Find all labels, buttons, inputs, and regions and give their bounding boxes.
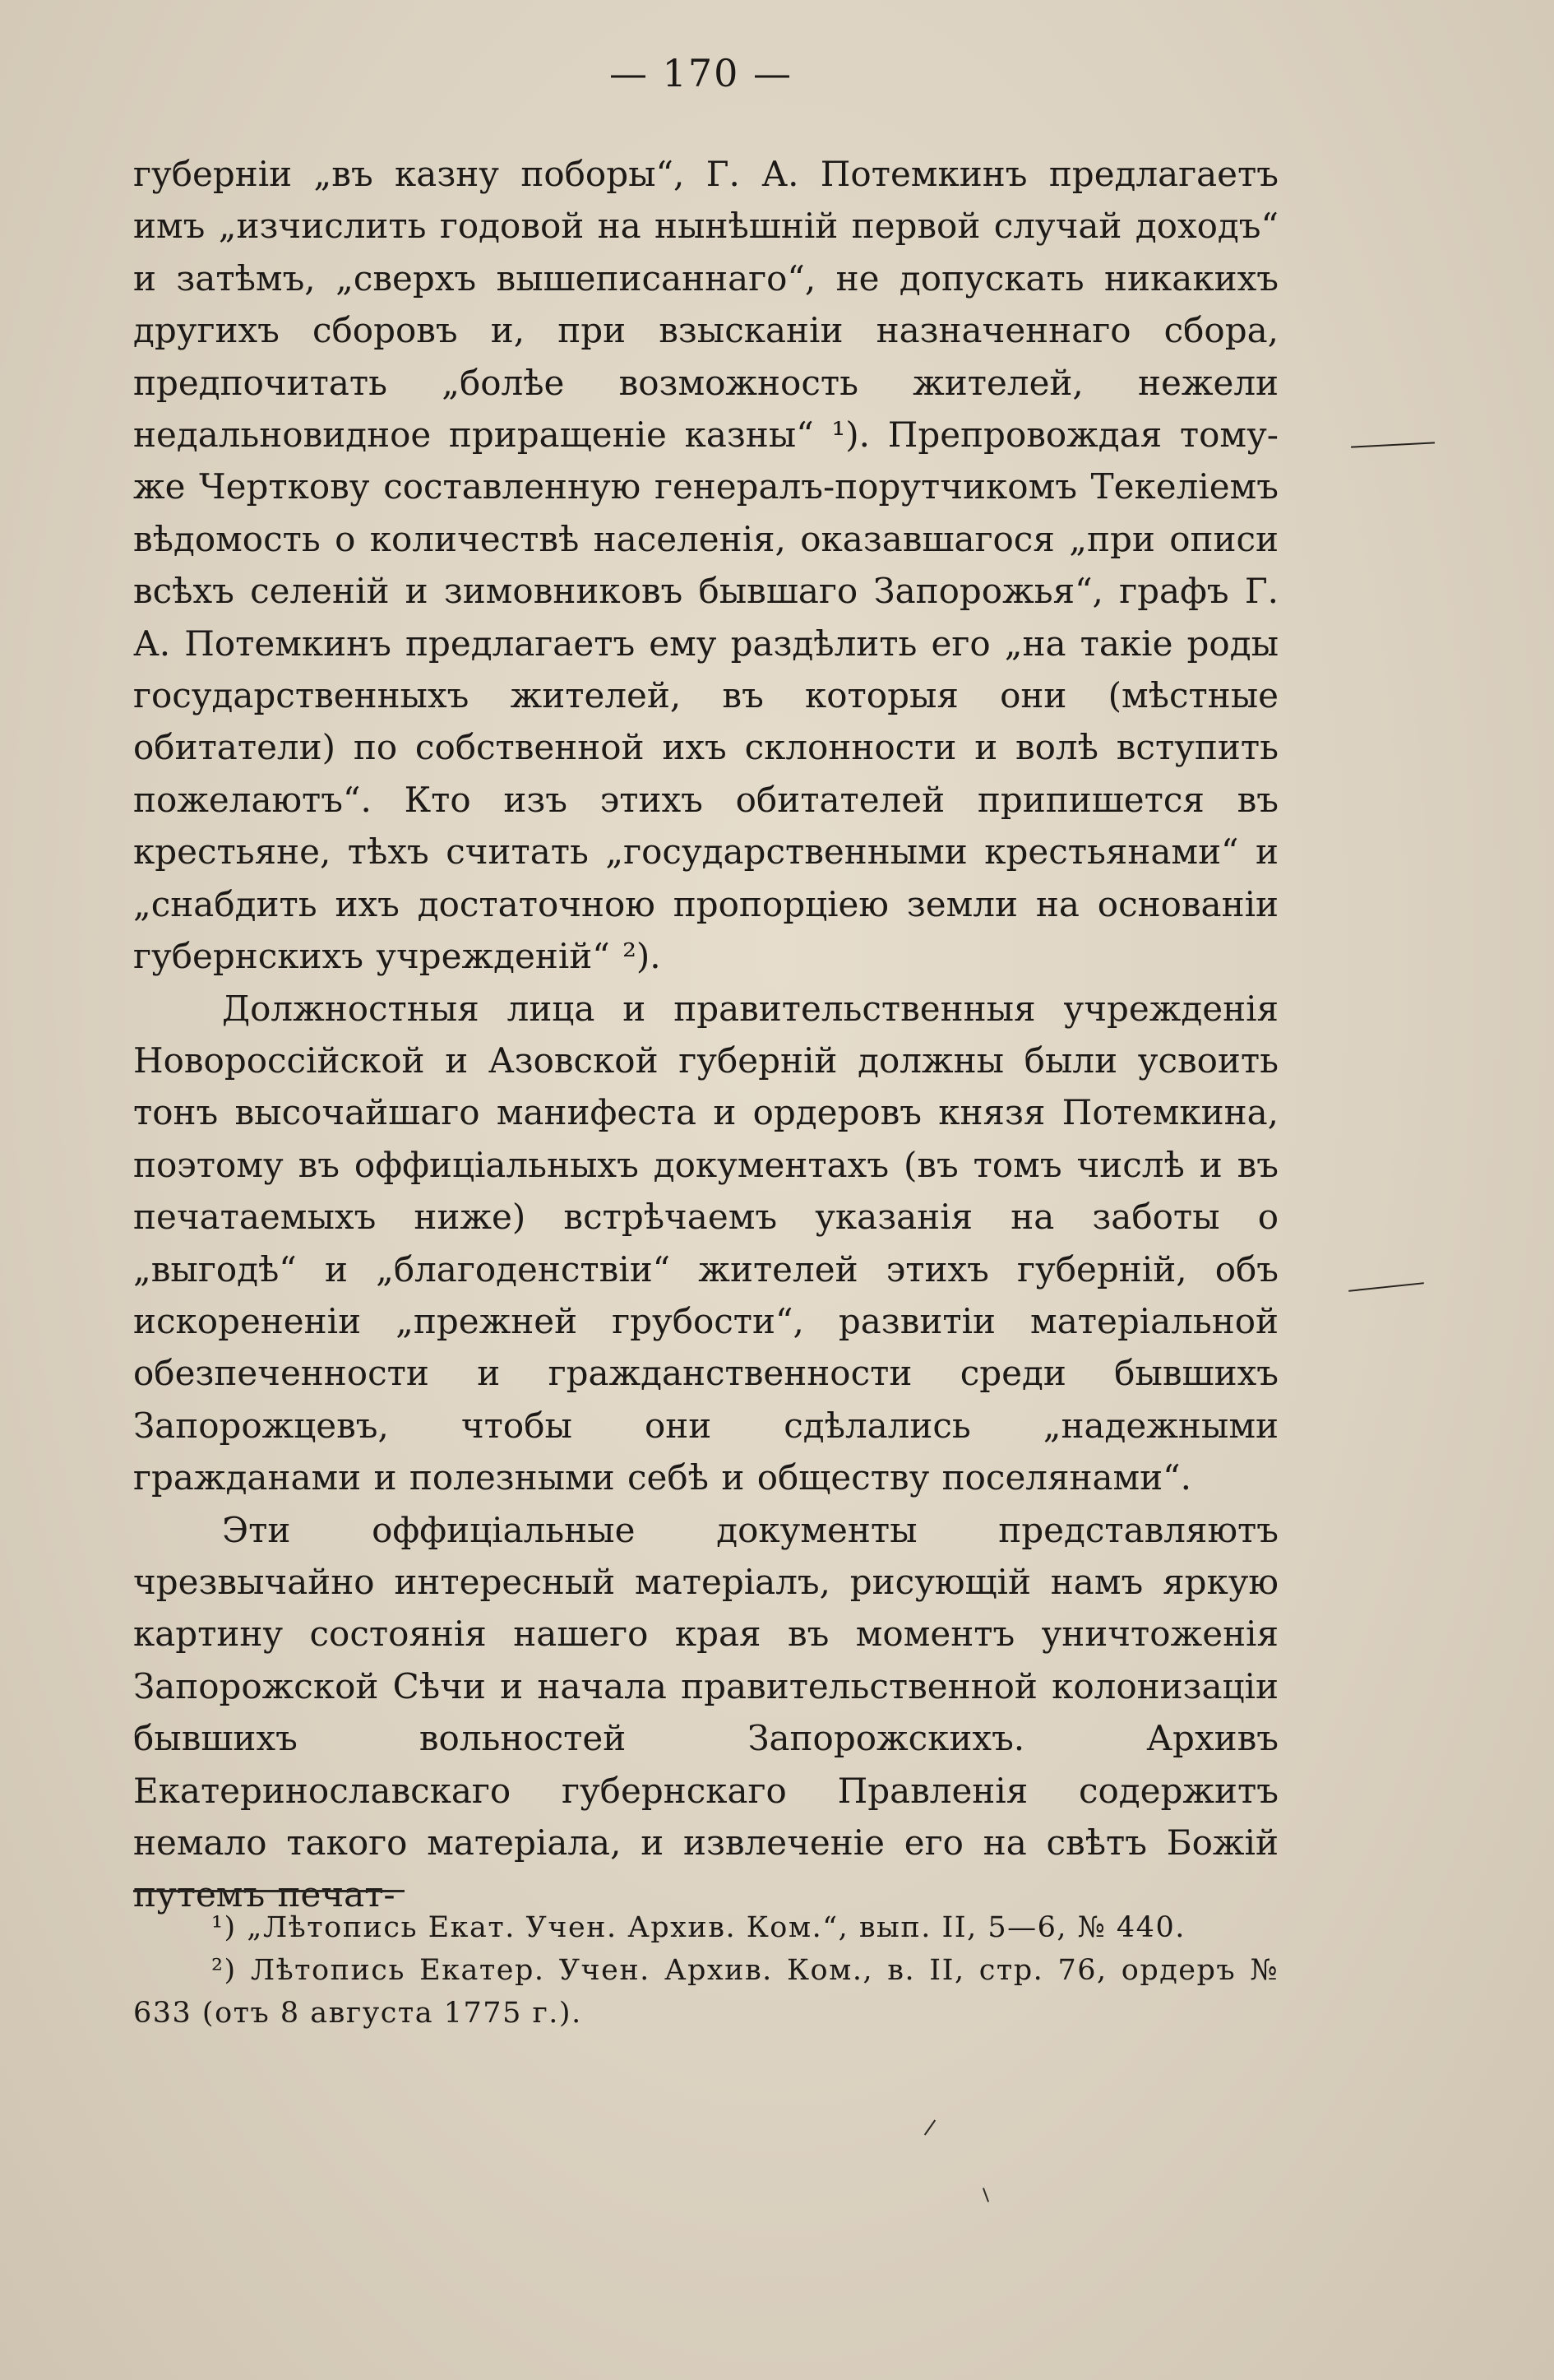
page-number: — 170 — xyxy=(608,51,793,95)
stray-mark xyxy=(983,2188,989,2202)
body-text xyxy=(133,148,1279,1921)
footnote-2: ²) Лѣтопись Екатер. Учен. Архив. Ком., в. II, стр. 76, ордеръ № 633 (отъ 8 августа 1775 г.). xyxy=(133,1954,1279,2030)
paragraph-2: Должностныя лица и правительственныя учрежденія Новороссійской и Азовской губерній должны были усвоить тонъ высочайшаго манифеста и ордеровъ князя Потемкина, поэтому въ оффиціальныхъ документахъ (въ томъ числѣ и въ печатаемыхъ ниже) встрѣчаемъ указанія на заботы о „выгодѣ“ и „благоденствіи“ жителей этихъ губерній, объ искорененіи „прежней грубости“, развитіи матеріальной обезпеченности и гражданственности среди бывшихъ Запорожцевъ, чтобы они сдѣлались „надежными гражданами и полезными себѣ и обществу поселянами“. xyxy=(133,988,1279,1498)
margin-pencil-mark xyxy=(1351,442,1435,447)
footnote-1: ¹) „Лѣтопись Екат. Учен. Архив. Ком.“, вып. II, 5—6, № 440. xyxy=(211,1911,1186,1944)
margin-pencil-mark xyxy=(1348,1282,1424,1292)
footnotes xyxy=(133,1906,1279,2035)
stray-mark xyxy=(924,2119,936,2135)
paragraph-3: Эти оффиціальные документы представляютъ чрезвычайно интересный матеріалъ, рисующій намъ яркую картину состоянія нашего края въ моментъ уничтоженія Запорожской Сѣчи и начала правительственной колонизаціи бывшихъ вольностей Запорожскихъ. Архивъ Екатеринославскаго губернскаго Правленія содержитъ немало такого матеріала, и извлеченіе его на свѣтъ Божій путемъ печат- xyxy=(133,1509,1279,1915)
paragraph-1: губерніи „въ казну поборы“, Г. А. Потемкинъ предлагаетъ имъ „изчислить годовой на нынѣшній первой случай доходъ“ и затѣмъ, „сверхъ вышеписаннаго“, не допускать никакихъ другихъ сборовъ и, при взысканіи назначеннаго сбора, предпочитать „болѣе возможность жителей, нежели недальновидное приращеніе казны“ ¹). Препровождая тому-же Черткову составленную генералъ-порутчикомъ Текеліемъ вѣдомость о количествѣ населенія, оказавшагося „при описи всѣхъ селеній и зимовниковъ бывшаго Запорожья“, графъ Г. А. Потемкинъ предлагаетъ ему раздѣлить его „на такіе роды государственныхъ жителей, въ которыя они (мѣстные обитатели) по собственной ихъ склонности и волѣ вступить пожелаютъ“. Кто изъ этихъ обитателей припишется въ крестьяне, тѣхъ считать „государственными крестьянами“ и „снабдить ихъ достаточною пропорціею земли на основаніи губернскихъ учрежденій“ ²). xyxy=(133,154,1279,977)
footnote-rule xyxy=(133,1890,405,1892)
